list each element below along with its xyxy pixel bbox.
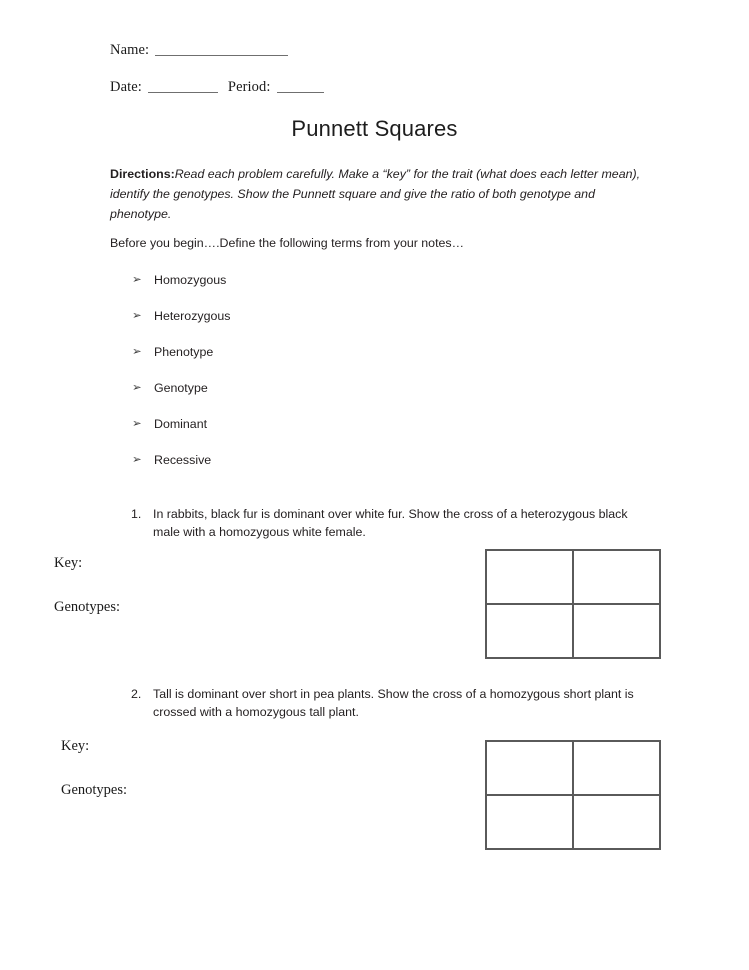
arrow-bullet-icon: ➢ <box>132 274 142 286</box>
punnett-cell[interactable] <box>573 551 659 604</box>
punnett-cell[interactable] <box>573 742 659 795</box>
punnett-square-1[interactable] <box>485 549 661 659</box>
problem-1-text: In rabbits, black fur is dominant over white fur. Show the cross of a heterozygous black male with a homozygous white female. <box>153 507 628 539</box>
period-label: Period: <box>227 79 271 95</box>
term-label: Recessive <box>154 453 212 467</box>
punnett-horizontal-divider <box>487 603 659 605</box>
term-label: Homozygous <box>154 273 227 287</box>
list-item <box>132 344 462 380</box>
page-title: Punnett Squares <box>291 116 458 141</box>
name-label: Name: <box>110 42 150 58</box>
date-blank-rule <box>148 81 218 93</box>
directions-body-text: Read each problem carefully. Make a “key” for the trait (what does each letter mean), identify the genotypes. Show the Punnett square and give the ratio of both genotype and phenotype. <box>110 167 641 221</box>
punnett-horizontal-divider <box>487 794 659 796</box>
before-you-begin-text: Before you begin….Define the following terms from your notes… <box>110 236 464 250</box>
list-item <box>132 416 462 452</box>
problem-2-key-label: Key: <box>61 738 90 754</box>
date-period-field-row <box>110 79 324 96</box>
punnett-cell[interactable] <box>487 551 573 604</box>
list-item <box>132 380 462 416</box>
punnett-cell[interactable] <box>487 742 573 795</box>
term-label: Heterozygous <box>154 309 231 323</box>
arrow-bullet-icon: ➢ <box>132 346 142 358</box>
arrow-bullet-icon: ➢ <box>132 454 142 466</box>
problem-2-number: 2. <box>131 687 142 701</box>
term-label: Dominant <box>154 417 208 431</box>
punnett-square-2[interactable] <box>485 740 661 850</box>
arrow-bullet-icon: ➢ <box>132 382 142 394</box>
name-field-row <box>110 42 288 59</box>
problem-1-key-label: Key: <box>54 555 83 571</box>
problem-1-number: 1. <box>131 507 142 521</box>
vocabulary-terms-list <box>132 272 462 488</box>
punnett-cell[interactable] <box>487 795 573 848</box>
problem-2-text: Tall is dominant over short in pea plants. Show the cross of a homozygous short plant is crossed with a homozygous tall plant. <box>153 687 634 719</box>
term-label: Phenotype <box>154 345 214 359</box>
list-item <box>132 308 462 344</box>
date-label: Date: <box>110 79 142 95</box>
period-blank-rule <box>277 81 324 93</box>
directions-paragraph <box>110 164 644 224</box>
term-label: Genotype <box>154 381 208 395</box>
punnett-cell[interactable] <box>573 795 659 848</box>
problem-2-genotypes-label: Genotypes: <box>61 782 128 798</box>
punnett-cell[interactable] <box>487 604 573 657</box>
punnett-cell[interactable] <box>573 604 659 657</box>
problem-1-genotypes-label: Genotypes: <box>54 599 121 615</box>
list-item <box>132 272 462 308</box>
directions-lead-label: Directions: <box>110 167 175 181</box>
name-blank-rule <box>155 44 288 56</box>
arrow-bullet-icon: ➢ <box>132 418 142 430</box>
arrow-bullet-icon: ➢ <box>132 310 142 322</box>
list-item <box>132 452 462 488</box>
